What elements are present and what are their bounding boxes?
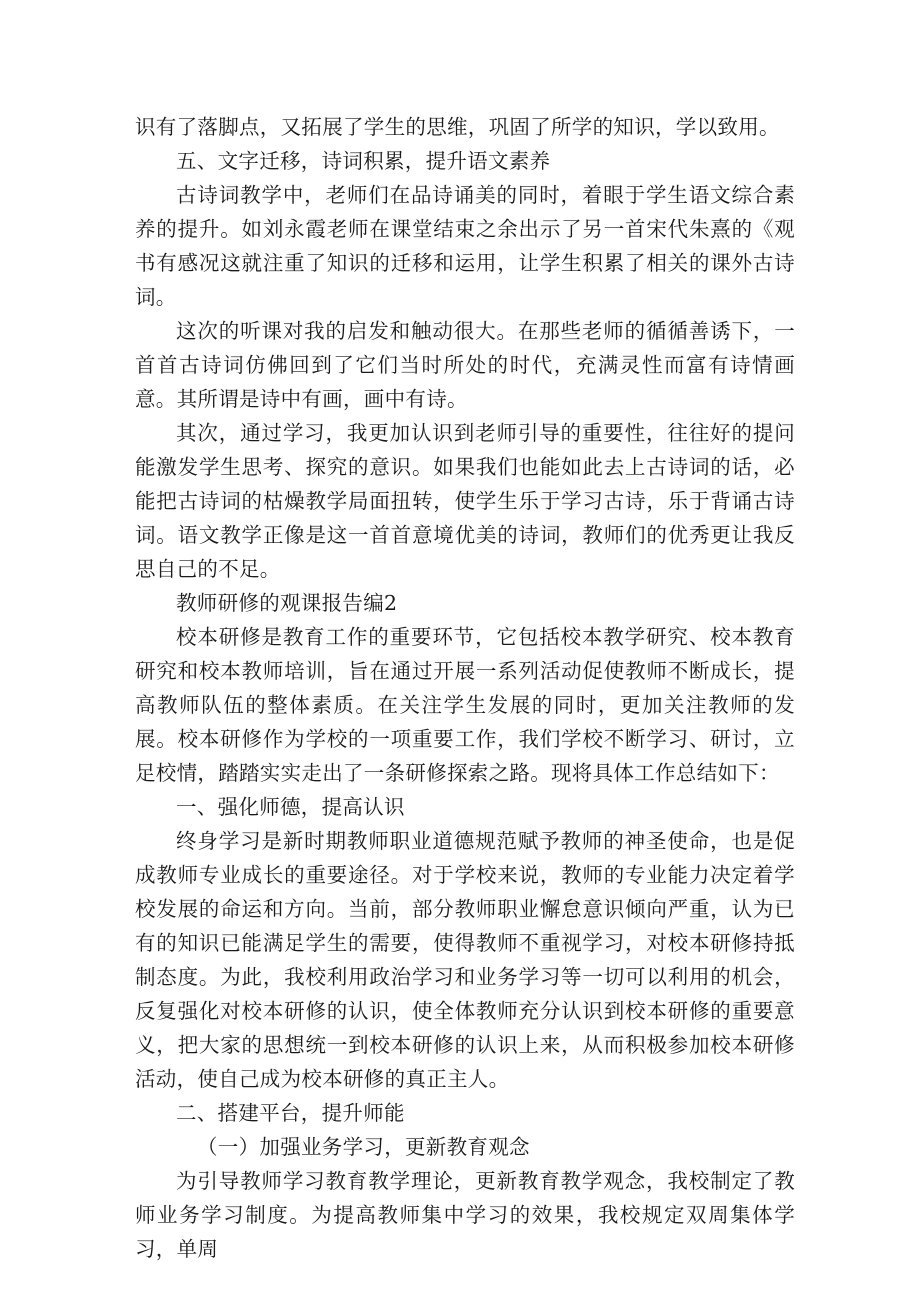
paragraph: 古诗词教学中，老师们在品诗诵美的同时，着眼于学生语文综合素养的提升。如刘永霞老师在课堂结束之余出示了另一首宋代朱熹的《观书有感况这就注重了知识的迁移和运用，让学生积累了相关的课外古诗词。 — [135, 183, 795, 309]
paragraph: 这次的听课对我的启发和触动很大。在那些老师的循循善诱下，一首首古诗词仿佛回到了它们当时所处的时代，充满灵性而富有诗情画意。其所谓是诗中有画，画中有诗。 — [135, 319, 795, 411]
paragraph: 终身学习是新时期教师职业道德规范赋予教师的神圣使命，也是促成教师专业成长的重要途径。对于学校来说，教师的专业能力决定着学校发展的命运和方向。当前，部分教师职业懈怠意识倾向严重，认为已有的知识已能满足学生的需要，使得教师不重视学习，对校本研修持抵制态度。为此，我校利用政治学习和业务学习等一切可以利用的机会，反复强化对校本研修的认识，使全体教师充分认识到校本研修的重要意义，把大家的思想统一到校本研修的认识上来，从而积极参加校本研修活动，使自己成为校本研修的真正主人。 — [135, 829, 795, 1091]
section-heading: 二、搭建平台，提升师能 — [176, 1101, 405, 1125]
paragraph: 为引导教师学习教育教学理论，更新教育教学观念，我校制定了教师业务学习制度。为提高教师集中学习的效果，我校规定双周集体学习，单周 — [135, 1169, 795, 1261]
paragraph: 校本研修是教育工作的重要环节，它包括校本教学研究、校本教育研究和校本教师培训，旨在通过开展一系列活动促使教师不断成长，提高教师队伍的整体素质。在关注学生发展的同时，更加关注教师的发展。校本研修作为学校的一项重要工作，我们学校不断学习、研讨，立足校情，踏踏实实走出了一条研修探索之路。现将具体工作总结如下： — [135, 625, 795, 785]
section-heading: 一、强化师德，提高认识 — [176, 795, 405, 819]
paragraph: 识有了落脚点，又拓展了学生的思维，巩固了所学的知识，学以致用。 — [135, 115, 780, 139]
report-title: 教师研修的观课报告编2 — [176, 591, 398, 615]
paragraph: 其次，通过学习，我更加认识到老师引导的重要性，往往好的提问能激发学生思考、探究的意识。如果我们也能如此去上古诗词的话，必能把古诗词的枯燥教学局面扭转，使学生乐于学习古诗，乐于背诵古诗词。语文教学正像是这一首首意境优美的诗词，教师们的优秀更让我反思自己的不足。 — [135, 421, 795, 581]
section-heading: 五、文字迁移，诗词积累，提升语文素养 — [176, 149, 551, 173]
document-body — [135, 110, 795, 1266]
subsection-heading: （一）加强业务学习，更新教育观念 — [197, 1135, 530, 1159]
